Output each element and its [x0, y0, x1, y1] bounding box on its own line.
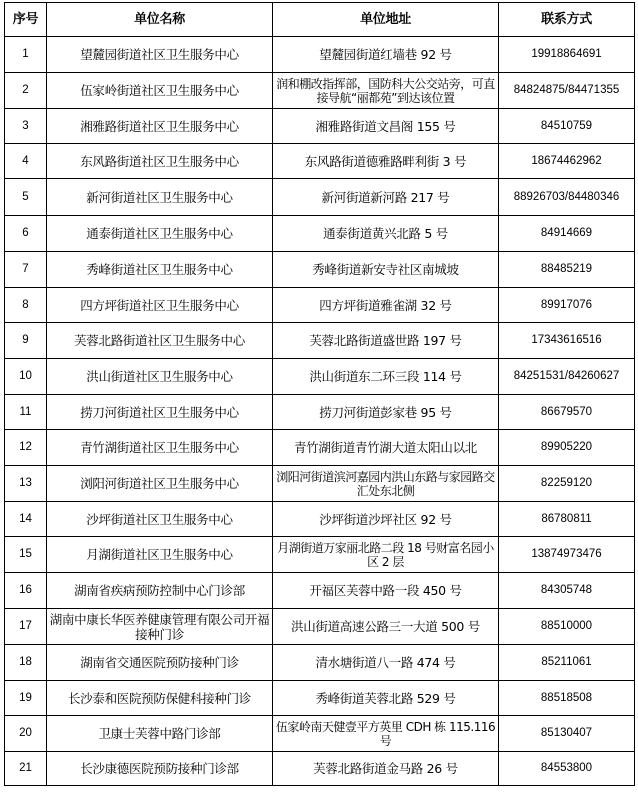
unit-address: 秀峰街道芙蓉北路 529 号 [273, 681, 499, 716]
contact-phone: 84553800 [499, 752, 635, 786]
unit-name: 长沙泰和医院预防保健科接种门诊 [47, 681, 273, 716]
contact-phone: 84824875/84471355 [499, 73, 635, 109]
unit-name: 长沙康德医院预防接种门诊部 [47, 752, 273, 786]
unit-address: 秀峰街道新安寺社区南城坡 [273, 252, 499, 288]
table-row [5, 752, 635, 786]
table-row [5, 216, 635, 252]
contact-phone: 17343616516 [499, 323, 635, 359]
contact-phone: 89905220 [499, 430, 635, 466]
clinic-table [4, 2, 635, 786]
unit-address: 开福区芙蓉中路一段 450 号 [273, 573, 499, 609]
unit-address: 沙坪街道沙坪社区 92 号 [273, 502, 499, 537]
unit-name: 捞刀河街道社区卫生服务中心 [47, 395, 273, 430]
unit-address: 青竹湖街道青竹湖大道太阳山以北 [273, 430, 499, 466]
table-row [5, 252, 635, 288]
unit-address: 湘雅路街道文昌阁 155 号 [273, 109, 499, 144]
unit-name: 青竹湖街道社区卫生服务中心 [47, 430, 273, 466]
contact-phone: 88518508 [499, 681, 635, 716]
unit-name: 沙坪街道社区卫生服务中心 [47, 502, 273, 537]
unit-address: 洪山街道东二环三段 114 号 [273, 359, 499, 395]
table-row [5, 359, 635, 395]
table-row [5, 681, 635, 716]
header-contact: 联系方式 [499, 3, 635, 37]
contact-phone: 86780811 [499, 502, 635, 537]
unit-address: 捞刀河街道彭家巷 95 号 [273, 395, 499, 430]
row-number: 7 [5, 252, 47, 288]
contact-phone: 89917076 [499, 288, 635, 323]
table-row [5, 573, 635, 609]
unit-address: 伍家岭南天健壹平方英里 CDH 栋 115.116 号 [273, 716, 499, 752]
contact-phone: 18674462962 [499, 144, 635, 179]
unit-name: 通泰街道社区卫生服务中心 [47, 216, 273, 252]
contact-phone: 84251531/84260627 [499, 359, 635, 395]
table-row [5, 430, 635, 466]
unit-address: 东风路街道德雅路畔利街 3 号 [273, 144, 499, 179]
table-row [5, 73, 635, 109]
row-number: 14 [5, 502, 47, 537]
row-number: 1 [5, 37, 47, 73]
unit-address: 润和棚改指挥部，国防科大公交站旁，可直接导航“丽都苑”到达该位置 [273, 73, 499, 109]
row-number: 20 [5, 716, 47, 752]
unit-address: 芙蓉北路街道盛世路 197 号 [273, 323, 499, 359]
unit-address: 望麓园街道红墙巷 92 号 [273, 37, 499, 73]
table-row [5, 395, 635, 430]
contact-phone: 85130407 [499, 716, 635, 752]
table-row [5, 323, 635, 359]
contact-phone: 84510759 [499, 109, 635, 144]
unit-address: 新河街道新河路 217 号 [273, 179, 499, 216]
table-row [5, 502, 635, 537]
unit-name: 湘雅路街道社区卫生服务中心 [47, 109, 273, 144]
contact-phone: 82259120 [499, 466, 635, 502]
contact-phone: 88926703/84480346 [499, 179, 635, 216]
contact-phone: 86679570 [499, 395, 635, 430]
row-number: 2 [5, 73, 47, 109]
row-number: 9 [5, 323, 47, 359]
contact-phone: 84305748 [499, 573, 635, 609]
contact-phone: 84914669 [499, 216, 635, 252]
row-number: 12 [5, 430, 47, 466]
table-row [5, 109, 635, 144]
table-row [5, 537, 635, 573]
row-number: 6 [5, 216, 47, 252]
contact-phone: 13874973476 [499, 537, 635, 573]
row-number: 4 [5, 144, 47, 179]
contact-phone: 88510000 [499, 609, 635, 645]
unit-name: 望麓园街道社区卫生服务中心 [47, 37, 273, 73]
header-unit-address: 单位地址 [273, 3, 499, 37]
row-number: 8 [5, 288, 47, 323]
contact-phone: 19918864691 [499, 37, 635, 73]
unit-address: 月湖街道万家丽北路二段 18 号财富名园小区 2 层 [273, 537, 499, 573]
table-header-row [5, 3, 635, 37]
table-row [5, 288, 635, 323]
table-row [5, 645, 635, 681]
row-number: 15 [5, 537, 47, 573]
table-container [4, 2, 635, 786]
table-row [5, 179, 635, 216]
table-row [5, 716, 635, 752]
unit-name: 湖南省疾病预防控制中心门诊部 [47, 573, 273, 609]
unit-address: 通泰街道黄兴北路 5 号 [273, 216, 499, 252]
unit-name: 湖南中康长华医养健康管理有限公司开福接种门诊 [47, 609, 273, 645]
row-number: 3 [5, 109, 47, 144]
row-number: 5 [5, 179, 47, 216]
unit-address: 芙蓉北路街道金马路 26 号 [273, 752, 499, 786]
unit-address: 四方坪街道雅雀湖 32 号 [273, 288, 499, 323]
unit-name: 洪山街道社区卫生服务中心 [47, 359, 273, 395]
unit-name: 秀峰街道社区卫生服务中心 [47, 252, 273, 288]
unit-name: 四方坪街道社区卫生服务中心 [47, 288, 273, 323]
unit-name: 浏阳河街道社区卫生服务中心 [47, 466, 273, 502]
contact-phone: 88485219 [499, 252, 635, 288]
header-number: 序号 [5, 3, 47, 37]
table-row [5, 609, 635, 645]
contact-phone: 85211061 [499, 645, 635, 681]
unit-address: 洪山街道高速公路三一大道 500 号 [273, 609, 499, 645]
unit-address: 清水塘街道八一路 474 号 [273, 645, 499, 681]
unit-name: 湖南省交通医院预防接种门诊 [47, 645, 273, 681]
unit-name: 芙蓉北路街道社区卫生服务中心 [47, 323, 273, 359]
row-number: 18 [5, 645, 47, 681]
row-number: 13 [5, 466, 47, 502]
unit-name: 东风路街道社区卫生服务中心 [47, 144, 273, 179]
unit-name: 月湖街道社区卫生服务中心 [47, 537, 273, 573]
table-row [5, 144, 635, 179]
unit-address: 浏阳河街道滨河嘉园内洪山东路与家园路交汇处东北侧 [273, 466, 499, 502]
unit-name: 伍家岭街道社区卫生服务中心 [47, 73, 273, 109]
row-number: 21 [5, 752, 47, 786]
row-number: 16 [5, 573, 47, 609]
header-unit-name: 单位名称 [47, 3, 273, 37]
row-number: 17 [5, 609, 47, 645]
unit-name: 卫康士芙蓉中路门诊部 [47, 716, 273, 752]
table-row [5, 466, 635, 502]
row-number: 11 [5, 395, 47, 430]
unit-name: 新河街道社区卫生服务中心 [47, 179, 273, 216]
row-number: 10 [5, 359, 47, 395]
row-number: 19 [5, 681, 47, 716]
table-row [5, 37, 635, 73]
